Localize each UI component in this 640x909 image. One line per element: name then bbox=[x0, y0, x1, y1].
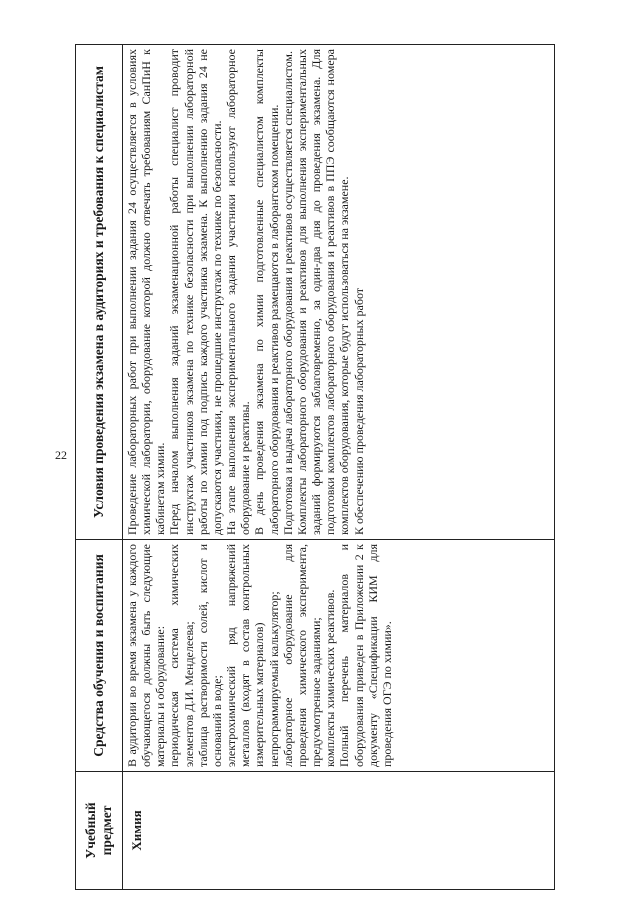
conditions-cell bbox=[123, 45, 555, 540]
rotated-sheet bbox=[75, 45, 555, 890]
means-paragraph: В аудитории во время экзамена у каждого обучающегося должны быть следующие материалы и оборудование: bbox=[125, 544, 168, 767]
header-means: Средства обучения и воспитания bbox=[76, 540, 123, 772]
means-paragraph: таблица растворимости солей, кислот и оснований в воде; bbox=[195, 544, 224, 767]
header-conditions: Условия проведения экзамена в аудиториях и требования к специалистам bbox=[76, 45, 123, 540]
table-header-row bbox=[76, 45, 123, 890]
conditions-paragraph: Перед началом выполнения заданий экзаменационной работы специалист проводит инструктаж участников экзамена по технике безопасности при выполнении лабораторной работы по химии под подпись каждого участника экзамена. К выполнению задания 24 не допускаются участники, не прошедшие инструктаж по технике по безопасности. bbox=[167, 49, 224, 535]
means-paragraph: лабораторное оборудование для проведения химического эксперимента, предусмотренное заданиями; bbox=[280, 544, 324, 767]
means-cell bbox=[123, 540, 555, 772]
conditions-paragraph: Комплекты лабораторного оборудования и реактивов для выполнения экспериментальных заданий формируются заблаговременно, за один-два дня до проведения экзамена. Для подготовки комплектов лабораторного оборудования и реактивов в ППЭ сообщаются номера комплектов оборудования, которые будут использоваться на экзамене. bbox=[294, 49, 352, 535]
page-number: 22 bbox=[55, 448, 67, 462]
means-paragraph: Полный перечень материалов и оборудования приведен в Приложении 2 к документу «Спецификации КИМ для проведения ОГЭ по химии». bbox=[337, 544, 394, 767]
means-paragraph: периодическая система химических элементов Д.И. Менделеева; bbox=[167, 544, 196, 767]
means-paragraph: непрограммируемый калькулятор; bbox=[266, 591, 281, 767]
header-subject: Учебный предмет bbox=[76, 772, 123, 890]
conditions-paragraph: В день проведения экзамена по химии подготовленные специалистом комплекты лабораторного оборудования и реактивов размещаются в лаборантском помещении. bbox=[252, 49, 281, 535]
table-row bbox=[123, 45, 555, 890]
conditions-paragraph: На этапе выполнения экспериментального задания участники используют лабораторное оборудование и реактивы. bbox=[224, 49, 253, 535]
subject-cell: Химия bbox=[123, 772, 555, 890]
requirements-table bbox=[75, 44, 555, 890]
means-paragraph: комплекты химических реактивов. bbox=[323, 589, 338, 767]
conditions-paragraph: Подготовка и выдача лабораторного оборудования и реактивов осуществляется специалистом. bbox=[280, 51, 295, 535]
conditions-paragraph: К обеспечению проведения лабораторных работ bbox=[351, 287, 366, 535]
conditions-paragraph: Проведение лабораторных работ при выполнении задания 24 осуществляется в условиях химической лаборатории, оборудование которой должно отвечать требованиям СанПиН к кабинетам химии. bbox=[125, 49, 168, 535]
means-paragraph: электрохимический ряд напряжений металлов (входят в состав контрольных измерительных материалов) bbox=[224, 544, 267, 767]
